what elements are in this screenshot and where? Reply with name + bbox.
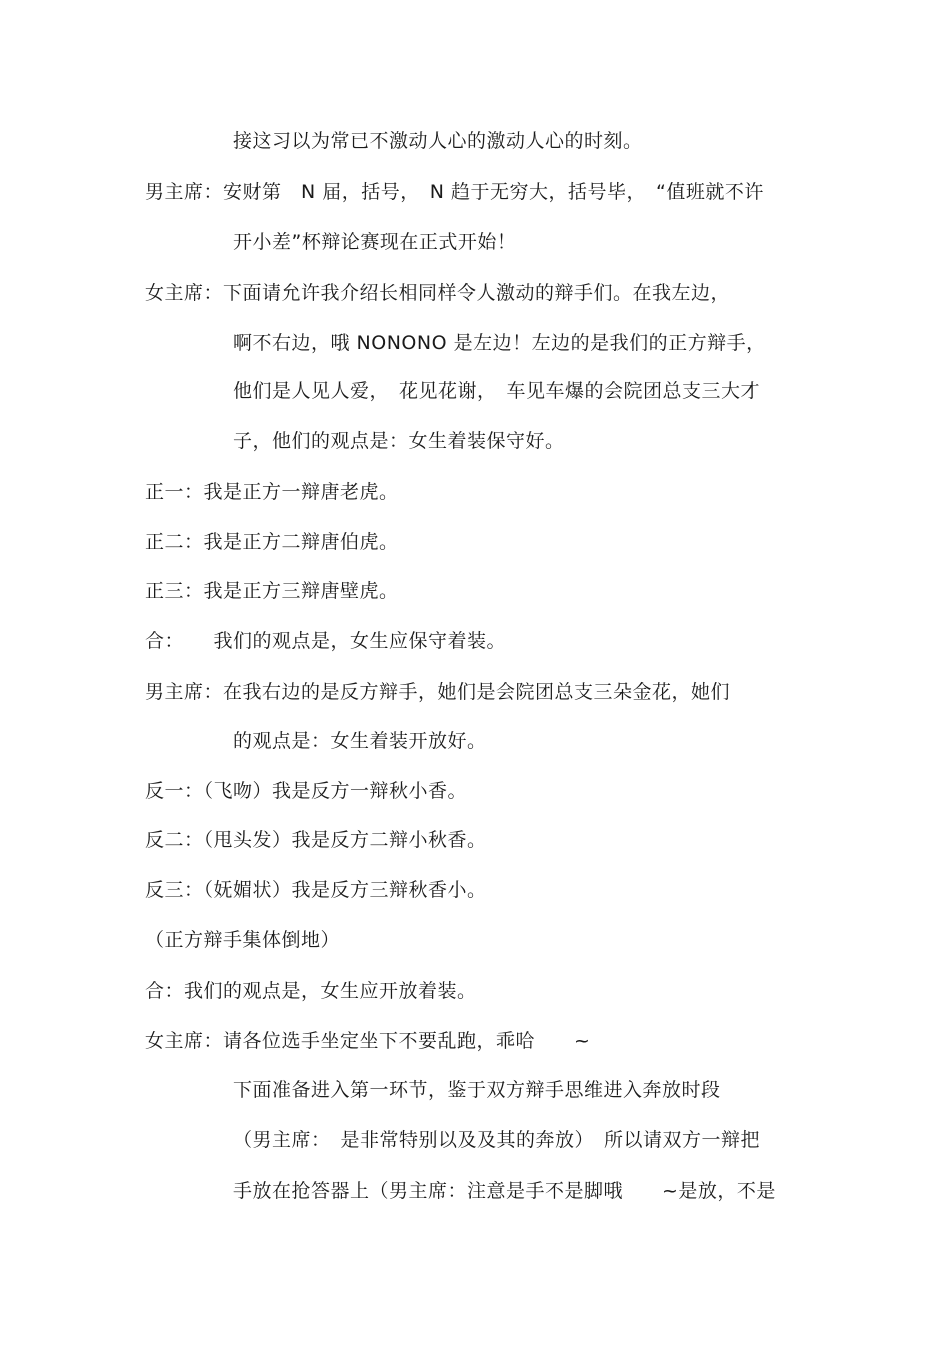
text-line-14: 反一：（飞吻）我是反方一辩秋小香。 bbox=[145, 780, 468, 802]
text-line-7: 子，他们的观点是：女生着装保守好。 bbox=[233, 430, 565, 452]
text-line-17: （正方辩手集体倒地） bbox=[145, 929, 341, 951]
text-line-13: 的观点是：女生着装开放好。 bbox=[233, 730, 487, 752]
text-line-19: 女主席：请各位选手坐定坐下不要乱跑，乖哈 ~ bbox=[145, 1030, 591, 1052]
text-line-9: 正二：我是正方二辩唐伯虎。 bbox=[145, 531, 399, 553]
text-line-15: 反二：（甩头发）我是反方二辩小秋香。 bbox=[145, 829, 487, 851]
text-line-3: 开小差”杯辩论赛现在正式开始！ bbox=[233, 231, 517, 253]
text-line-6: 他们是人见人爱， 花见花谢， 车见车爆的会院团总支三大才 bbox=[233, 380, 761, 402]
text-line-10: 正三：我是正方三辩唐壁虎。 bbox=[145, 580, 399, 602]
text-line-18: 合：我们的观点是，女生应开放着装。 bbox=[145, 980, 477, 1002]
text-line-11: 合： 我们的观点是，女生应保守着装。 bbox=[145, 630, 507, 652]
text-line-2: 男主席：安财第 N 届，括号， N 趋于无穷大，括号毕， “值班就不许 bbox=[145, 181, 764, 203]
text-line-1: 接这习以为常已不激动人心的激动人心的时刻。 bbox=[233, 130, 643, 152]
text-line-20: 下面准备进入第一环节，鉴于双方辩手思维进入奔放时段 bbox=[233, 1079, 721, 1101]
text-line-22: 手放在抢答器上（男主席：注意是手不是脚哦 ~是放，不是 bbox=[233, 1180, 776, 1202]
text-line-12: 男主席：在我右边的是反方辩手，她们是会院团总支三朵金花，她们 bbox=[145, 681, 731, 703]
text-line-4: 女主席：下面请允许我介绍长相同样令人激动的辩手们。在我左边， bbox=[145, 282, 731, 304]
text-line-16: 反三：（妩媚状）我是反方三辩秋香小。 bbox=[145, 879, 487, 901]
text-line-5: 啊不右边，哦 NONONO 是左边！左边的是我们的正方辩手， bbox=[233, 332, 766, 354]
text-line-21: （男主席： 是非常特别以及及其的奔放） 所以请双方一辩把 bbox=[233, 1129, 761, 1151]
text-line-8: 正一：我是正方一辩唐老虎。 bbox=[145, 481, 399, 503]
